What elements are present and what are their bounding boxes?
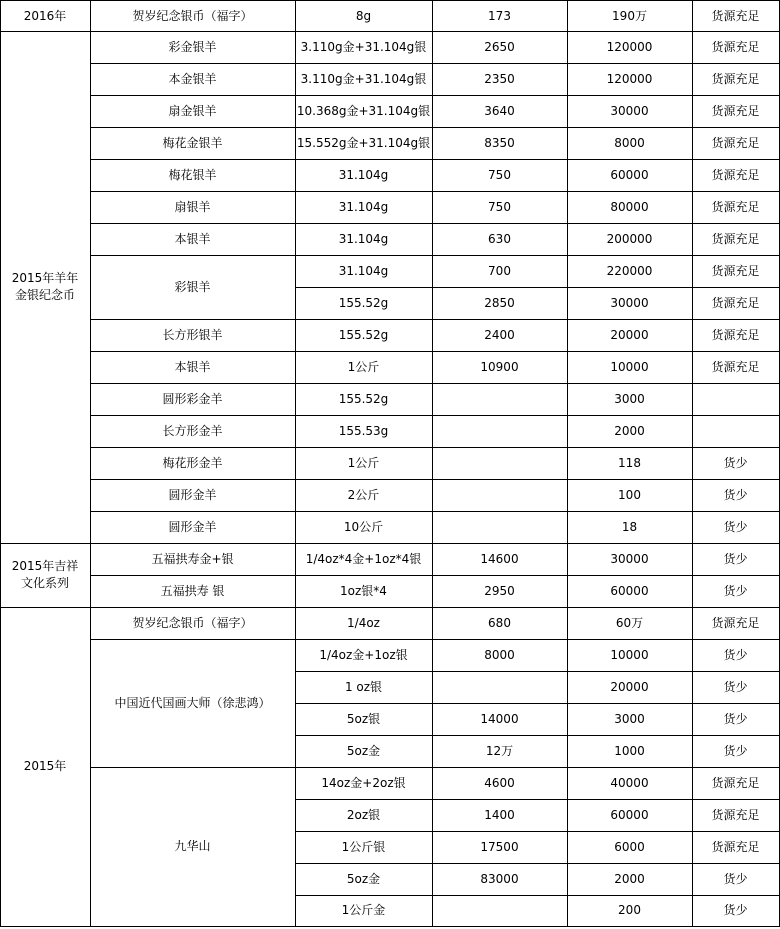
spec-cell: 1 oz银 <box>344 679 383 694</box>
grid-line <box>0 0 1 927</box>
price-cell: 17500 <box>480 839 519 854</box>
stock-status-cell: 货源充足 <box>711 8 760 23</box>
spec-cell: 155.52g <box>338 327 389 342</box>
grid-line <box>295 0 296 927</box>
stock-status-cell: 货源充足 <box>711 295 760 310</box>
mintage-cell: 60000 <box>610 807 649 822</box>
coin-name-cell: 本金银羊 <box>168 71 217 86</box>
mintage-cell: 60000 <box>610 583 649 598</box>
spec-cell: 1/4oz*4金+1oz*4银 <box>305 551 422 566</box>
stock-status-cell: 货源充足 <box>711 327 760 342</box>
price-cell: 2850 <box>484 295 515 310</box>
coin-name-cell: 本银羊 <box>174 359 211 374</box>
price-cell: 680 <box>488 615 511 630</box>
spec-cell: 5oz金 <box>346 871 381 886</box>
spec-cell: 3.110g金+31.104g银 <box>300 71 427 86</box>
spec-cell: 2公斤 <box>347 487 380 502</box>
price-cell <box>432 895 567 926</box>
grid-line <box>90 0 91 927</box>
price-cell <box>432 383 567 415</box>
grid-line <box>295 127 780 128</box>
grid-line <box>295 319 780 320</box>
grid-line <box>90 543 296 544</box>
grid-line <box>295 767 780 768</box>
spec-cell: 1公斤 <box>347 359 380 374</box>
stock-status-cell: 货源充足 <box>711 199 760 214</box>
price-cell: 750 <box>488 199 511 214</box>
stock-status-cell: 货源充足 <box>711 39 760 54</box>
stock-status-cell: 货少 <box>723 743 748 758</box>
spec-cell: 1/4oz <box>347 615 380 630</box>
spec-cell: 1公斤银 <box>341 839 386 854</box>
stock-status-cell: 货少 <box>723 583 748 598</box>
spec-cell: 8g <box>355 8 372 23</box>
mintage-cell: 20000 <box>610 327 649 342</box>
spec-cell: 15.552g金+31.104g银 <box>296 135 431 150</box>
stock-status-cell: 货少 <box>723 487 748 502</box>
stock-status-cell: 货源充足 <box>711 263 760 278</box>
price-cell: 83000 <box>480 871 519 886</box>
grid-line <box>90 926 296 927</box>
price-cell: 14000 <box>480 711 519 726</box>
stock-status-cell: 货少 <box>723 519 748 534</box>
stock-status-cell <box>692 415 779 447</box>
mintage-cell: 190万 <box>612 8 647 23</box>
mintage-cell: 220000 <box>606 263 653 278</box>
price-cell: 173 <box>488 8 511 23</box>
price-cell: 14600 <box>480 551 519 566</box>
grid-line <box>295 383 780 384</box>
mintage-cell: 200 <box>618 903 641 917</box>
mintage-cell: 120000 <box>606 71 653 86</box>
mintage-cell: 8000 <box>614 135 645 150</box>
mintage-cell: 30000 <box>610 551 649 566</box>
mintage-cell: 6000 <box>614 839 645 854</box>
spec-cell: 31.104g <box>338 167 389 182</box>
spec-cell: 1公斤 <box>347 455 380 470</box>
grid-line <box>90 127 296 128</box>
grid-line <box>90 607 296 608</box>
price-cell: 4600 <box>484 775 515 790</box>
grid-line <box>90 415 296 416</box>
price-cell <box>432 447 567 479</box>
grid-line <box>295 415 780 416</box>
series-group-cell: 2016年 <box>23 8 67 23</box>
coin-name-cell: 贺岁纪念银币（福字） <box>132 8 253 23</box>
price-cell: 12万 <box>485 743 514 758</box>
coin-name-cell: 扇银羊 <box>174 199 211 214</box>
mintage-cell: 100 <box>618 487 641 502</box>
coin-name-cell: 彩银羊 <box>174 279 211 294</box>
grid-line <box>295 31 780 32</box>
stock-status-cell: 货源充足 <box>711 71 760 86</box>
price-cell: 2950 <box>484 583 515 598</box>
grid-line <box>0 543 91 544</box>
mintage-cell: 40000 <box>610 775 649 790</box>
grid-line <box>90 31 296 32</box>
grid-line <box>90 639 296 640</box>
spec-cell: 5oz银 <box>346 711 381 726</box>
spec-cell: 1oz银*4 <box>340 583 387 598</box>
mintage-cell: 120000 <box>606 39 653 54</box>
spec-cell: 10公斤 <box>343 519 384 534</box>
mintage-cell: 80000 <box>610 199 649 214</box>
price-cell: 630 <box>488 231 511 246</box>
coin-name-cell: 彩金银羊 <box>168 39 217 54</box>
mintage-cell: 20000 <box>610 679 649 694</box>
series-group-cell: 2015年羊年 金银纪念币 <box>11 271 79 302</box>
mintage-cell: 60万 <box>615 615 644 630</box>
mintage-cell: 30000 <box>610 103 649 118</box>
grid-line <box>295 799 780 800</box>
coin-name-cell: 五福拱寿 银 <box>160 583 225 598</box>
spec-cell: 3.110g金+31.104g银 <box>300 39 427 54</box>
price-cell: 10900 <box>480 359 519 374</box>
stock-status-cell: 货源充足 <box>711 615 760 630</box>
mintage-cell: 60000 <box>610 167 649 182</box>
coin-name-cell: 本银羊 <box>174 231 211 246</box>
grid-line <box>295 703 780 704</box>
grid-line <box>90 63 296 64</box>
mintage-cell: 18 <box>621 519 638 534</box>
grid-line <box>295 223 780 224</box>
grid-line <box>295 639 780 640</box>
series-group-cell: 2015年吉祥 文化系列 <box>11 559 79 590</box>
grid-line <box>90 351 296 352</box>
price-cell: 2400 <box>484 327 515 342</box>
grid-line <box>90 479 296 480</box>
mintage-cell: 200000 <box>606 231 653 246</box>
coin-name-cell: 中国近代国画大师（徐悲鸿） <box>114 695 271 710</box>
grid-line <box>295 447 780 448</box>
mintage-cell: 30000 <box>610 295 649 310</box>
coin-name-cell: 圆形金羊 <box>168 487 217 502</box>
price-cell: 700 <box>488 263 511 278</box>
grid-line <box>295 63 780 64</box>
spec-cell: 10.368g金+31.104g银 <box>296 103 431 118</box>
mintage-cell: 3000 <box>614 711 645 726</box>
price-cell: 8350 <box>484 135 515 150</box>
grid-line <box>295 95 780 96</box>
grid-line <box>295 159 780 160</box>
grid-line <box>692 0 693 927</box>
price-cell <box>432 671 567 703</box>
price-cell <box>432 415 567 447</box>
grid-line <box>295 255 780 256</box>
stock-status-cell: 货少 <box>723 679 748 694</box>
spec-cell: 5oz金 <box>346 743 381 758</box>
grid-line <box>295 735 780 736</box>
grid-line <box>295 607 780 608</box>
grid-line <box>295 863 780 864</box>
coin-name-cell: 扇金银羊 <box>168 103 217 118</box>
price-cell <box>432 479 567 511</box>
coin-name-cell: 长方形银羊 <box>162 327 223 342</box>
coin-name-cell: 梅花金银羊 <box>162 135 223 150</box>
stock-status-cell: 货源充足 <box>711 839 760 854</box>
stock-status-cell: 货源充足 <box>711 103 760 118</box>
price-cell: 2350 <box>484 71 515 86</box>
grid-line <box>90 159 296 160</box>
coin-name-cell: 贺岁纪念银币（福字） <box>132 615 253 630</box>
stock-status-cell: 货源充足 <box>711 231 760 246</box>
grid-line <box>90 447 296 448</box>
grid-line <box>295 287 780 288</box>
grid-line <box>90 511 296 512</box>
grid-line <box>295 191 780 192</box>
spec-cell: 31.104g <box>338 231 389 246</box>
spec-cell: 155.53g <box>338 423 389 438</box>
grid-line <box>0 0 780 1</box>
stock-status-cell: 货源充足 <box>711 807 760 822</box>
stock-status-cell: 货少 <box>723 647 748 662</box>
stock-status-cell: 货源充足 <box>711 167 760 182</box>
mintage-cell: 10000 <box>610 359 649 374</box>
mintage-cell: 3000 <box>614 391 645 406</box>
price-cell: 750 <box>488 167 511 182</box>
grid-line <box>295 479 780 480</box>
coin-name-cell: 圆形彩金羊 <box>162 391 223 406</box>
grid-line <box>90 223 296 224</box>
stock-status-cell: 货源充足 <box>711 775 760 790</box>
mintage-cell: 118 <box>618 455 641 470</box>
price-cell: 3640 <box>484 103 515 118</box>
stock-status-cell: 货少 <box>723 903 748 917</box>
spec-cell: 1/4oz金+1oz银 <box>319 647 408 662</box>
grid-line <box>295 543 780 544</box>
grid-line <box>90 767 296 768</box>
grid-line <box>295 351 780 352</box>
coin-name-cell: 九华山 <box>174 839 211 853</box>
coin-name-cell: 梅花形金羊 <box>162 455 223 470</box>
mintage-cell: 1000 <box>614 743 645 758</box>
mintage-cell: 10000 <box>610 647 649 662</box>
coin-name-cell: 五福拱寿金+银 <box>151 551 234 566</box>
stock-status-cell <box>692 383 779 415</box>
coin-name-cell: 圆形金羊 <box>168 519 217 534</box>
spec-cell: 31.104g <box>338 263 389 278</box>
mintage-cell: 2000 <box>614 423 645 438</box>
grid-line <box>432 0 433 927</box>
grid-line <box>90 319 296 320</box>
grid-line <box>90 575 296 576</box>
spec-cell: 31.104g <box>338 199 389 214</box>
spec-cell: 155.52g <box>338 391 389 406</box>
price-cell: 2650 <box>484 39 515 54</box>
grid-line <box>295 926 780 927</box>
grid-line <box>0 31 91 32</box>
price-cell: 8000 <box>484 647 515 662</box>
grid-line <box>295 671 780 672</box>
grid-line <box>295 511 780 512</box>
coin-name-cell: 长方形金羊 <box>162 423 223 438</box>
coin-name-cell: 梅花银羊 <box>168 167 217 182</box>
stock-status-cell: 货源充足 <box>711 359 760 374</box>
grid-line <box>295 895 780 896</box>
stock-status-cell: 货少 <box>723 455 748 470</box>
grid-line <box>295 831 780 832</box>
stock-status-cell: 货少 <box>723 711 748 726</box>
grid-line <box>90 95 296 96</box>
spec-cell: 14oz金+2oz银 <box>321 775 406 790</box>
grid-line <box>90 383 296 384</box>
mintage-cell: 2000 <box>614 871 645 886</box>
grid-line <box>0 607 91 608</box>
grid-line <box>567 0 568 927</box>
price-cell <box>432 511 567 543</box>
spec-cell: 155.52g <box>338 295 389 310</box>
stock-status-cell: 货少 <box>723 871 748 886</box>
grid-line <box>90 255 296 256</box>
series-group-cell: 2015年 <box>23 759 67 773</box>
spec-cell: 1公斤金 <box>341 903 386 917</box>
grid-line <box>0 926 91 927</box>
spec-cell: 2oz银 <box>346 807 381 822</box>
grid-line <box>90 191 296 192</box>
grid-line <box>295 575 780 576</box>
stock-status-cell: 货源充足 <box>711 135 760 150</box>
stock-status-cell: 货少 <box>723 551 748 566</box>
price-cell: 1400 <box>484 807 515 822</box>
